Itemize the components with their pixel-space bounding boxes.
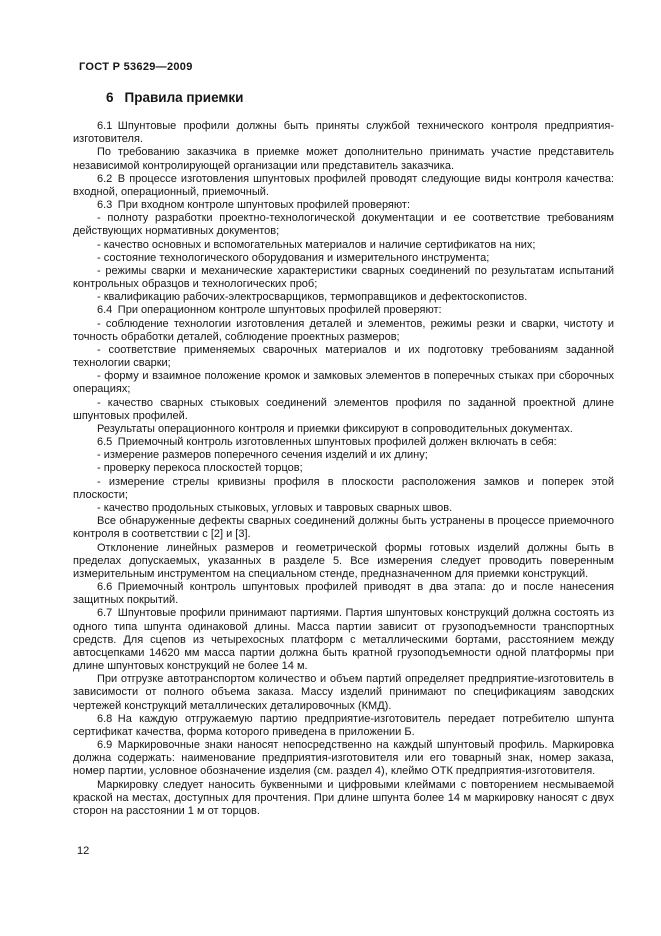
list-item: - квалификацию рабочих-электросварщиков, термоправщиков и дефектоскопистов. [97, 291, 528, 304]
clause-6-3: 6.3 При входном контроле шпунтовых профилей проверяют: [97, 199, 410, 212]
list-item: - измерение размеров поперечного сечения изделий и их длину; [97, 449, 428, 462]
section-body [73, 120, 614, 818]
paragraph: При отгрузке автотранспортом количество и объем партий определяет предприятие-изготовитель в зависимости от полного объема заказа. Массу изделий принимают по спецификациям заводских чертежей конструкций металлических деталировочных (КМД). [73, 673, 614, 712]
list-item: - соответствие применяемых сварочных материалов и их подготовку требованиям заданной технологии сварки; [73, 343, 614, 370]
list-item: - форму и взаимное положение кромок и замковых элементов в поперечных стыках при сборочных операциях; [73, 370, 614, 396]
clause-6-1: 6.1 Шпунтовые профили должны быть приняты службой технического контроля предприятия-изготовителя. [73, 120, 614, 146]
clause-6-6: 6.6 Приемочный контроль шпунтовых профилей приводят в два этапа: до и после нанесения защитных покрытий. [73, 581, 614, 607]
clause-6-8: 6.8 На каждую отгружаемую партию предприятие-изготовитель передает потребителю шпунта сертификат качества, форма которого приведена в приложении Б. [73, 712, 614, 738]
section-name: Правила приемки [124, 90, 244, 105]
clause-6-5: 6.5 Приемочный контроль изготовленных шпунтовых профилей должен включать в себя: [97, 436, 557, 449]
paragraph: Отклонение линейных размеров и геометрической формы готовых изделий должны быть в пределах допускаемых, указанных в разделе 5. Все измерения следует проводить поверенным измерительным инструментом на специальном стенде, предназначенном для приемки конструкций. [73, 541, 614, 580]
list-item: - режимы сварки и механические характеристики сварных соединений по результатам испытаний контрольных образцов и технологических проб; [73, 264, 614, 291]
section-title [106, 90, 243, 105]
list-item: - качество продольных стыковых, угловых и тавровых сварных швов. [97, 501, 453, 514]
paragraph: Все обнаруженные дефекты сварных соединений должны быть устранены в процессе приемочного контроля в соответствии с [2] и [3]. [73, 515, 614, 541]
clause-6-2: 6.2 В процессе изготовления шпунтовых профилей проводят следующие виды контроля качества: входной, операционный, приемочный. [73, 172, 614, 198]
section-number: 6 [106, 90, 114, 105]
list-item: - качество сварных стыковых соединений элементов профиля по заданной проектной длине шпунтовых профилей. [73, 396, 614, 422]
list-item: - соблюдение технологии изготовления деталей и элементов, режимы резки и сварки, чистоту и точность обработки деталей, соблюдение проектных размеров; [73, 317, 614, 343]
clause-6-7: 6.7 Шпунтовые профили принимают партиями. Партия шпунтовых конструкций должна состоять из одного типа шпунта одинаковой длины. Масса партии зависит от грузоподъемности транспортных средств. Для сцепов из четырехосных платформ с металлическими бортами, расстоянием между автосцепками 14620 мм масса партии должна быть кратной грузоподъемности одной платформы при длине шпунтовых конструкций не более 14 м. [73, 607, 614, 673]
running-header: ГОСТ Р 53629—2009 [79, 61, 193, 73]
clause-6-4: 6.4 При операционном контроле шпунтовых профилей проверяют: [97, 304, 442, 317]
list-item: - проверку перекоса плоскостей торцов; [97, 462, 303, 475]
list-item: - состояние технологического оборудования и измерительного инструмента; [97, 251, 490, 264]
clause-6-9: 6.9 Маркировочные знаки наносят непосредственно на каждый шпунтовый профиль. Маркировка должна содержать: наименование предприятия-изготовителя или его товарный знак, номер заказа, номер партии, условное обозначение изделия (см. раздел 4), клеймо ОТК предприятия-изготовителя. [73, 739, 614, 778]
list-item: - полноту разработки проектно-технологической документации и ее соответствие требованиям действующих нормативных документов; [73, 212, 614, 238]
paragraph: По требованию заказчика в приемке может дополнительно принимать участие представитель независимой контролирующей организации или представитель заказчика. [73, 146, 614, 172]
list-item: - качество основных и вспомогательных материалов и наличие сертификатов на них; [97, 238, 536, 251]
page-number: 12 [77, 845, 90, 857]
paragraph: Маркировку следует наносить буквенными и цифровыми клеймами с повторением несмываемой краской на местах, доступных для прочтения. При длине шпунта более 14 м маркировку наносят с двух сторон на расстоянии 1 м от торцов. [73, 778, 614, 817]
paragraph: Результаты операционного контроля и приемки фиксируют в сопроводительных документах. [97, 422, 573, 435]
list-item: - измерение стрелы кривизны профиля в плоскости расположения замков и поперек этой плоскости; [73, 475, 614, 501]
